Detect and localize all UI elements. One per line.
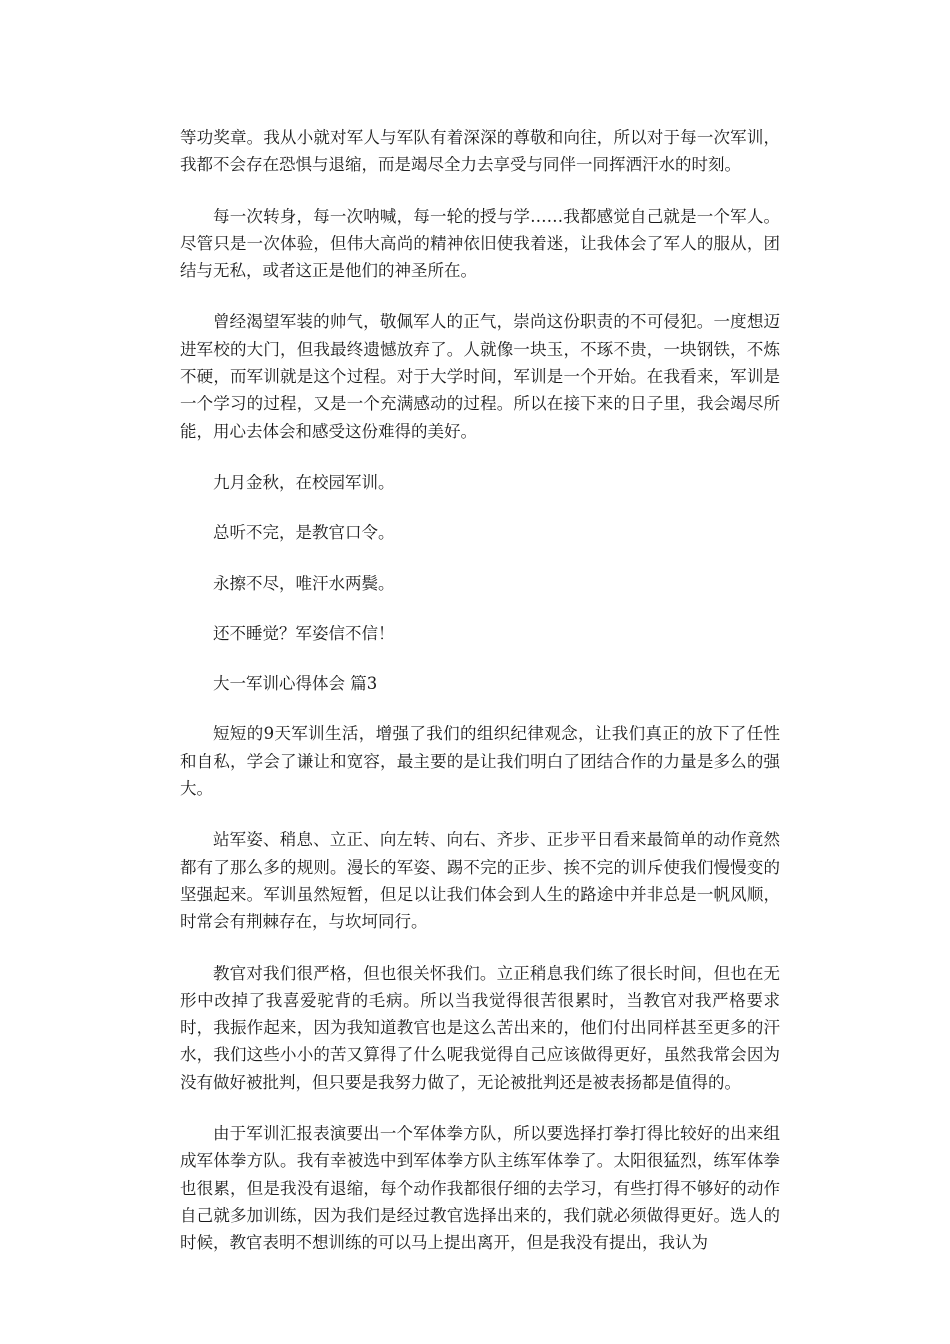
paragraph-12: 由于军训汇报表演要出一个军体拳方队，所以要选择打拳打得比较好的出来组成军体拳方队。我有幸被选中到军体拳方队主练军体拳了。太阳很猛烈，练军体拳也很累，但是我没有退缩，每个动作我都很仔细的去学习，有些打得不够好的动作自己就多加训练，因为我们是经过教官选择出来的，我们就必须做得更好。选人的时候，教官表明不想训练的可以马上提出离开，但是我没有提出，我认为 — [180, 1124, 780, 1253]
paragraph-1: 等功奖章。我从小就对军人与军队有着深深的尊敬和向往，所以对于每一次军训，我都不会存在恐惧与退缩，而是竭尽全力去享受与同伴一同挥洒汗水的时刻。 — [180, 128, 780, 175]
section-heading: 大一军训心得体会 篇3 — [213, 674, 378, 694]
document-body — [180, 124, 780, 1281]
paragraph-2: 每一次转身，每一次呐喊，每一轮的授与学……我都感觉自己就是一个军人。尽管只是一次体验，但伟大高尚的精神依旧使我着迷，让我体会了军人的服从，团结与无私，或者这正是他们的神圣所在。 — [180, 206, 780, 281]
poem-line-4: 还不睡觉？军姿信不信！ — [213, 623, 395, 643]
poem-line-2: 总听不完，是教官口令。 — [213, 523, 395, 543]
poem-line-3: 永擦不尽，唯汗水两鬓。 — [213, 573, 395, 593]
paragraph-11: 教官对我们很严格，但也很关怀我们。立正稍息我们练了很长时间，但也在无形中改掉了我喜爱驼背的毛病。所以当我觉得很苦很累时，当教官对我严格要求时，我振作起来，因为我知道教官也是这么苦出来的，他们付出同样甚至更多的汗水，我们这些小小的苦又算得了什么呢我觉得自己应该做得更好，虽然我常会因为没有做好被批判，但只要是我努力做了，无论被批判还是被表扬都是值得的。 — [180, 963, 780, 1092]
paragraph-10: 站军姿、稍息、立正、向左转、向右、齐步、正步平日看来最简单的动作竟然都有了那么多的规则。漫长的军姿、踢不完的正步、挨不完的训斥使我们慢慢变的坚强起来。军训虽然短暂，但足以让我们体会到人生的路途中并非总是一帆风顺，时常会有荆棘存在，与坎坷同行。 — [180, 830, 780, 932]
paragraph-9: 短短的9天军训生活，增强了我们的组织纪律观念，让我们真正的放下了任性和自私，学会了谦让和宽容，最主要的是让我们明白了团结合作的力量是多么的强大。 — [180, 724, 780, 799]
poem-line-1: 九月金秋，在校园军训。 — [213, 472, 395, 492]
paragraph-3: 曾经渴望军装的帅气，敬佩军人的正气，崇尚这份职责的不可侵犯。一度想迈进军校的大门，但我最终遗憾放弃了。人就像一块玉，不琢不贵，一块钢铁，不炼不硬，而军训就是这个过程。对于大学时间，军训是一个开始。在我看来，军训是一个学习的过程，又是一个充满感动的过程。所以在接下来的日子里，我会竭尽所能，用心去体会和感受这份难得的美好。 — [180, 312, 780, 441]
